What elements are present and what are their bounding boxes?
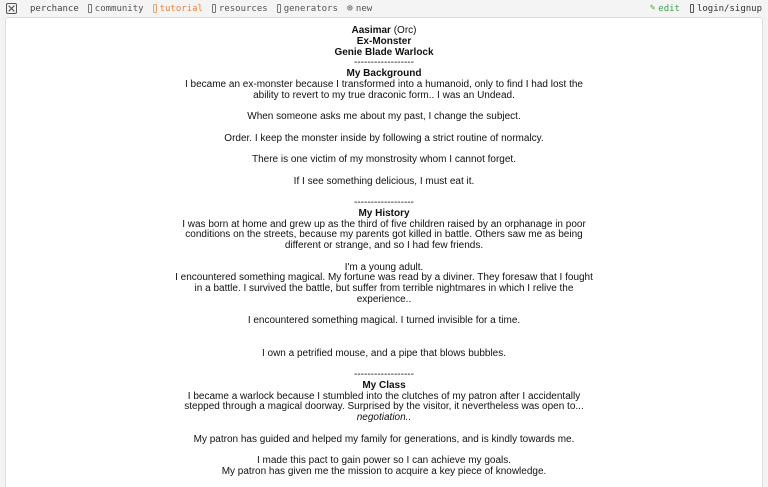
text-line: I'm a young adult. [344,261,424,273]
nav-item-community[interactable] [88,4,144,14]
text-line: I made this pact to gain power so I can achieve my goals. [256,455,512,466]
blank-line [6,123,762,134]
generators-icon [277,4,281,13]
divider-line: ------------------ [354,57,414,69]
nav-items-group [88,4,338,14]
tutorial-icon [153,4,157,13]
login-label: login/signup [696,3,762,14]
section-heading: My History [358,207,410,219]
text-line: There is one victim of my monstrosity whom I cannot forget. [252,154,516,165]
blank-line [6,166,762,177]
text-line: I was born at home and grew up as the third of five children raised by an orphanage in poor [182,218,586,230]
section-heading: My Background [346,68,422,79]
top-navbar [0,0,768,17]
section-heading: My Class [362,379,406,391]
generator-output-panel [5,17,763,487]
nav-item-new[interactable] [347,4,372,14]
blank-line [6,252,762,263]
text-line: My patron has guided and helped my family for generations, and is kindly towards me. [193,433,575,445]
new-generator-icon: ⊕ [346,2,353,14]
nav-item-label: generators [283,3,338,14]
navbar-right-group [650,4,768,14]
text-line: I own a petrified mouse, and a pipe that blows bubbles. [261,347,507,359]
edit-link[interactable] [650,4,680,14]
nav-item-label: tutorial [159,3,203,14]
navbar-left-group [0,3,372,14]
character-title-line: Aasimar (Orc) [351,25,417,36]
text-line: conditions on the streets, because my parents got killed in battle. Others saw me as being [185,229,583,241]
pencil-icon: ✎ [649,3,656,13]
generated-character-text [6,18,762,478]
user-icon [690,4,694,13]
nav-item-label: community [94,3,144,14]
text-line: I became an ex-monster because I transformed into a humanoid, only to find I had lost the [184,78,583,90]
blank-line [6,338,762,349]
perchance-logo-icon[interactable] [6,3,17,14]
nav-item-generators[interactable] [277,4,338,14]
resources-icon [212,4,216,13]
text-line: My patron has given me the mission to acquire a key piece of knowledge. [221,465,547,477]
text-line: Order. I keep the monster inside by following a strict routine of normalcy. [224,132,544,144]
text-line: in a battle. I survived the battle, but suffer from terrible nightmares in which I relive the [194,283,574,294]
divider-line: ------------------ [354,197,414,208]
divider-line: ------------------ [354,369,414,380]
text-line: ability to revert to my true draconic form.. I was an Undead. [253,89,515,101]
section-heading: Ex-Monster [356,35,412,47]
section-heading: Genie Blade Warlock [334,46,434,58]
community-icon [88,4,92,13]
text-line: If I see something delicious, I must eat it. [293,175,475,187]
text-line: I became a warlock because I stumbled into the clutches of my patron after I accidentally [187,390,581,402]
text-line: stepped through a magical doorway. Surprised by the visitor, it nevertheless was open to... [184,401,584,413]
text-line: experience.. [356,293,412,305]
text-line: different or strange, and so I had few friends. [284,240,484,251]
text-line: When someone asks me about my past, I change the subject. [247,111,521,122]
text-line: I encountered something magical. My fortune was read by a diviner. They foresaw that I fought [175,272,593,284]
nav-item-label: resources [218,3,268,14]
edit-label: edit [658,3,680,14]
nav-item-label: new [355,3,373,14]
nav-item-tutorial[interactable] [153,4,203,14]
brand-link[interactable]: perchance [30,3,79,14]
text-line: negotiation.. [356,412,412,423]
blank-line [6,424,762,435]
text-line: I encountered something magical. I turned invisible for a time. [247,315,521,327]
nav-item-resources[interactable] [212,4,268,14]
login-signup-link[interactable] [690,4,762,14]
